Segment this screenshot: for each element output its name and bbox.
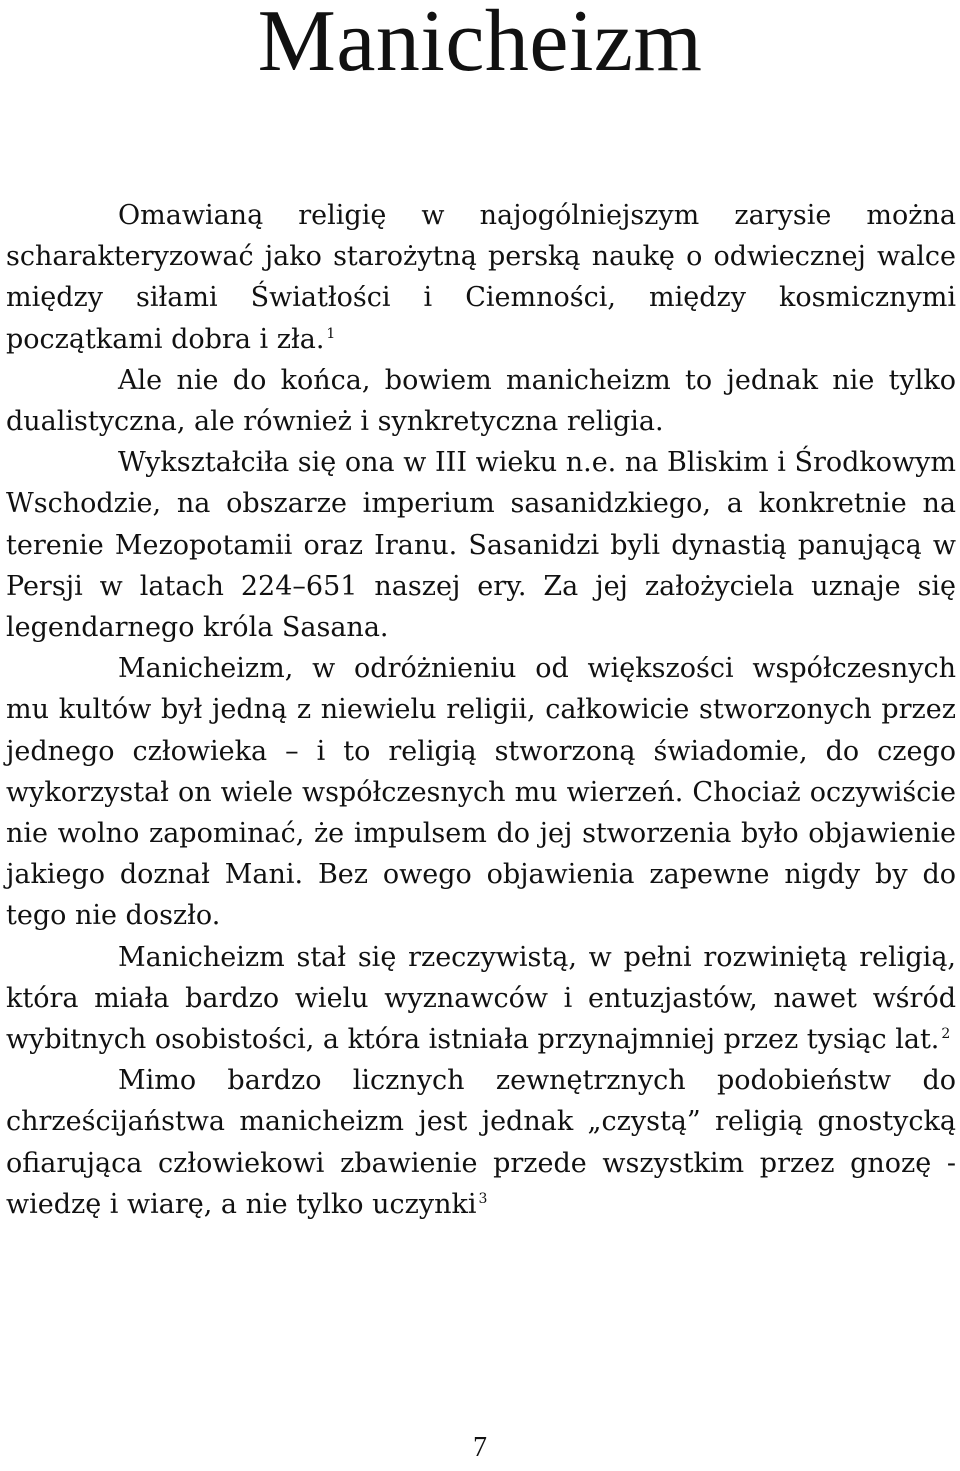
paragraph [6, 360, 956, 442]
paragraph-text: Manicheizm, w odróżnieniu od większości współczesnych mu kultów był jedną z niewielu religii, całkowicie stworzonych przez jednego człowieka – i to religią stworzoną świadomie, do czego wykorzystał on wiele współczesnych mu wierzeń. Chociaż oczywiście nie wolno zapominać, że impulsem do jej stworzenia było objawienie jakiego doznał Mani. Bez owego objawienia zapewne nigdy by do tego nie doszło. [6, 653, 956, 932]
page-title: Manicheizm [257, 0, 703, 90]
paragraph-text: Wykształciła się ona w III wieku n.e. na Bliskim i Środkowym Wschodzie, na obszarze imperium sasanidzkiego, a konkretnie na terenie Mezopotamii oraz Iranu. Sasanidzi byli dynastią panującą w Persji w latach 224–651 naszej ery. Za jej założyciela uznaje się legendarnego króla Sasana. [6, 447, 956, 644]
paragraph [6, 937, 956, 1061]
paragraph [6, 648, 956, 936]
footnote-marker[interactable]: 3 [478, 1190, 488, 1207]
page-number: 7 [473, 1432, 487, 1463]
paragraph [6, 442, 956, 648]
paragraph-text: Omawianą religię w najogólniejszym zarysie można scharakteryzować jako starożytną perską naukę o odwiecznej walce między siłami Światłości i Ciemności, między kosmicznymi początkami dobra i zła. [6, 200, 956, 355]
paragraph [6, 195, 956, 360]
paragraph-text: Manicheizm stał się rzeczywistą, w pełni rozwiniętą religią, która miała bardzo wielu wyznawców i entuzjastów, nawet wśród wybitnych osobistości, a która istniała przynajmniej przez tysiąc lat. [6, 941, 956, 1056]
footnote-marker[interactable]: 1 [326, 325, 336, 342]
paragraph [6, 1060, 956, 1225]
body-text [6, 195, 956, 1225]
paragraph-text: Ale nie do końca, bowiem manicheizm to jednak nie tylko dualistyczna, ale również i synkretyczna religia. [6, 364, 956, 438]
paragraph-text: Mimo bardzo licznych zewnętrznych podobieństw do chrześcijaństwa manicheizm jest jednak „czystą” religią gnostycką ofiarująca człowiekowi zbawienie przede wszystkim przez gnozę - wiedzę i wiarę, a nie tylko uczynki [6, 1065, 956, 1220]
footnote-marker[interactable]: 2 [941, 1026, 951, 1043]
